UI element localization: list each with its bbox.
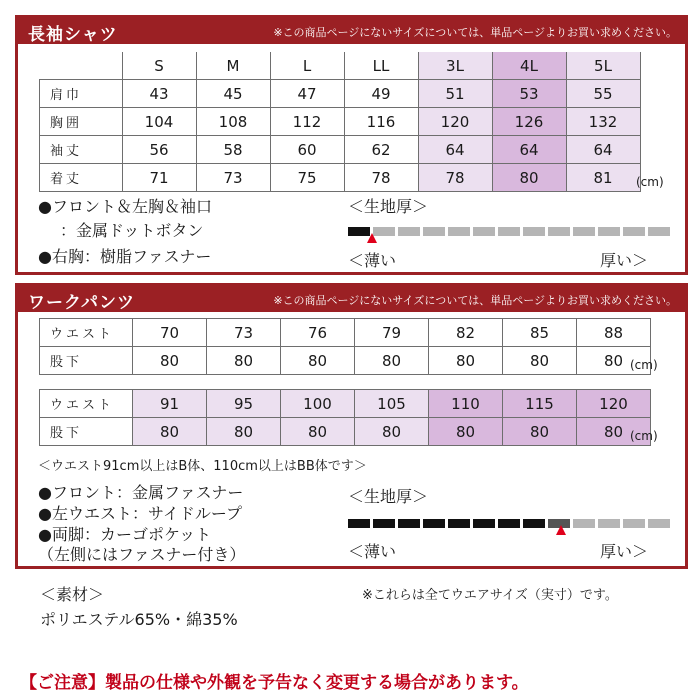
table-cell: 88 bbox=[577, 319, 651, 347]
table-cell: 79 bbox=[355, 319, 429, 347]
table-cell: 78 bbox=[418, 164, 492, 192]
table-cell: 91 bbox=[133, 390, 207, 418]
table-cell: 47 bbox=[270, 80, 344, 108]
table-cell: 64 bbox=[566, 136, 640, 164]
shirt-header-note: ※この商品ページにないサイズについては、単品ページよりお買い求めください。 bbox=[273, 26, 677, 39]
thickness-segment bbox=[548, 227, 570, 236]
pants-section bbox=[15, 283, 688, 569]
thickness-segment bbox=[623, 519, 645, 528]
table-row bbox=[40, 108, 641, 136]
size-header: S bbox=[122, 52, 196, 80]
pants-thick-label: 厚い＞ bbox=[600, 542, 649, 561]
shirt-feature-3: ●右胸：樹脂ファスナー bbox=[38, 247, 212, 266]
table-cell: 80 bbox=[133, 347, 207, 375]
pants-unit-1: (cm) bbox=[630, 358, 658, 372]
table-cell: 108 bbox=[196, 108, 270, 136]
thickness-segment bbox=[373, 519, 395, 528]
table-cell: 80 bbox=[503, 347, 577, 375]
shirt-feature-2: ：金属ドットボタン bbox=[60, 221, 204, 240]
row-label: ウエスト bbox=[40, 319, 133, 347]
pants-header bbox=[18, 286, 685, 312]
row-label: ウエスト bbox=[40, 390, 133, 418]
table-cell: 116 bbox=[344, 108, 418, 136]
table-row bbox=[40, 136, 641, 164]
size-header: 5L bbox=[566, 52, 640, 80]
pants-thickness-marker bbox=[556, 525, 566, 535]
table-cell: 80 bbox=[429, 347, 503, 375]
table-cell: 95 bbox=[207, 390, 281, 418]
row-label: 股下 bbox=[40, 347, 133, 375]
pants-header-note: ※この商品ページにないサイズについては、単品ページよりお買い求めください。 bbox=[273, 294, 677, 307]
thickness-segment bbox=[598, 227, 620, 236]
table-cell: 81 bbox=[566, 164, 640, 192]
table-cell: 120 bbox=[418, 108, 492, 136]
thickness-segment bbox=[473, 519, 495, 528]
table-cell: 80 bbox=[577, 418, 651, 446]
table-cell: 126 bbox=[492, 108, 566, 136]
table-cell: 60 bbox=[270, 136, 344, 164]
row-label: 袖丈 bbox=[40, 136, 123, 164]
table-cell: 70 bbox=[133, 319, 207, 347]
table-row bbox=[40, 80, 641, 108]
table-cell: 51 bbox=[418, 80, 492, 108]
shirt-section bbox=[15, 15, 688, 275]
thickness-segment bbox=[348, 519, 370, 528]
pants-thickness-label: ＜生地厚＞ bbox=[348, 487, 429, 506]
table-cell: 120 bbox=[577, 390, 651, 418]
table-cell: 82 bbox=[429, 319, 503, 347]
table-cell: 64 bbox=[492, 136, 566, 164]
thickness-segment bbox=[523, 227, 545, 236]
table-header-row bbox=[40, 52, 641, 80]
table-cell: 85 bbox=[503, 319, 577, 347]
thickness-segment bbox=[598, 519, 620, 528]
table-cell: 78 bbox=[344, 164, 418, 192]
shirt-unit: (cm) bbox=[636, 175, 664, 189]
thickness-segment bbox=[398, 519, 420, 528]
table-cell: 80 bbox=[492, 164, 566, 192]
table-cell: 64 bbox=[418, 136, 492, 164]
notice-text: 【ご注意】製品の仕様や外観を予告なく変更する場合があります。 bbox=[20, 673, 529, 693]
shirt-thickness-bar bbox=[348, 227, 670, 236]
table-cell: 80 bbox=[207, 418, 281, 446]
row-label: 着丈 bbox=[40, 164, 123, 192]
size-header: M bbox=[196, 52, 270, 80]
table-cell: 58 bbox=[196, 136, 270, 164]
thickness-segment bbox=[398, 227, 420, 236]
table-cell: 62 bbox=[344, 136, 418, 164]
table-cell: 49 bbox=[344, 80, 418, 108]
thickness-segment bbox=[573, 519, 595, 528]
table-cell: 73 bbox=[196, 164, 270, 192]
shirt-header bbox=[18, 18, 685, 44]
table-cell: 132 bbox=[566, 108, 640, 136]
table-cell: 80 bbox=[207, 347, 281, 375]
table-cell: 75 bbox=[270, 164, 344, 192]
size-header: L bbox=[270, 52, 344, 80]
table-cell: 43 bbox=[122, 80, 196, 108]
pants-size-table-2 bbox=[39, 389, 651, 446]
table-row bbox=[40, 418, 651, 446]
shirt-thick-label: 厚い＞ bbox=[600, 251, 649, 270]
table-cell: 112 bbox=[270, 108, 344, 136]
shirt-thickness-marker bbox=[367, 233, 377, 243]
thickness-segment bbox=[473, 227, 495, 236]
shirt-size-table bbox=[39, 52, 641, 192]
table-cell: 80 bbox=[281, 418, 355, 446]
pants-feature-2: ●左ウエスト：サイドループ bbox=[38, 504, 243, 523]
table-row bbox=[40, 319, 651, 347]
pants-feature-3: ●両脚：カーゴポケット bbox=[38, 525, 212, 544]
row-label: 肩巾 bbox=[40, 80, 123, 108]
pants-size-table-1 bbox=[39, 318, 651, 375]
thickness-segment bbox=[523, 519, 545, 528]
thickness-segment bbox=[423, 519, 445, 528]
table-cell: 110 bbox=[429, 390, 503, 418]
shirt-thickness-label: ＜生地厚＞ bbox=[348, 197, 429, 216]
table-cell: 80 bbox=[429, 418, 503, 446]
thickness-segment bbox=[498, 227, 520, 236]
thickness-segment bbox=[573, 227, 595, 236]
table-cell: 53 bbox=[492, 80, 566, 108]
table-cell: 55 bbox=[566, 80, 640, 108]
thickness-segment bbox=[648, 227, 670, 236]
thickness-segment bbox=[423, 227, 445, 236]
size-note: ※これらは全てウエアサイズ（実寸）です。 bbox=[362, 588, 618, 603]
pants-thin-label: ＜薄い bbox=[348, 542, 397, 561]
pants-body-note: ＜ウエスト91cm以上はB体、110cm以上はBB体です＞ bbox=[38, 459, 367, 474]
thickness-segment bbox=[648, 519, 670, 528]
table-row bbox=[40, 347, 651, 375]
row-label: 股下 bbox=[40, 418, 133, 446]
table-cell: 80 bbox=[281, 347, 355, 375]
thickness-segment bbox=[448, 227, 470, 236]
shirt-thin-label: ＜薄い bbox=[348, 251, 397, 270]
table-row bbox=[40, 164, 641, 192]
table-cell: 71 bbox=[122, 164, 196, 192]
table-cell: 80 bbox=[133, 418, 207, 446]
row-label: 胸囲 bbox=[40, 108, 123, 136]
table-cell: 80 bbox=[355, 347, 429, 375]
material-label: ＜素材＞ bbox=[40, 585, 105, 604]
table-cell: 105 bbox=[355, 390, 429, 418]
table-cell: 115 bbox=[503, 390, 577, 418]
table-cell: 56 bbox=[122, 136, 196, 164]
table-cell: 73 bbox=[207, 319, 281, 347]
size-header: 3L bbox=[418, 52, 492, 80]
table-cell: 45 bbox=[196, 80, 270, 108]
table-cell: 104 bbox=[122, 108, 196, 136]
material-value: ポリエステル65%・綿35% bbox=[40, 610, 238, 629]
size-header: 4L bbox=[492, 52, 566, 80]
pants-feature-1: ●フロント：金属ファスナー bbox=[38, 483, 244, 502]
size-header: LL bbox=[344, 52, 418, 80]
table-row bbox=[40, 390, 651, 418]
shirt-feature-1: ●フロント＆左胸＆袖口 bbox=[38, 197, 212, 216]
pants-feature-4: （左側にはファスナー付き） bbox=[38, 545, 246, 564]
thickness-segment bbox=[448, 519, 470, 528]
thickness-segment bbox=[623, 227, 645, 236]
table-cell: 80 bbox=[355, 418, 429, 446]
table-cell: 80 bbox=[503, 418, 577, 446]
shirt-title: 長袖シャツ bbox=[28, 25, 118, 45]
pants-thickness-bar bbox=[348, 519, 670, 528]
pants-title: ワークパンツ bbox=[28, 293, 135, 313]
table-cell: 76 bbox=[281, 319, 355, 347]
table-cell: 80 bbox=[577, 347, 651, 375]
pants-unit-2: (cm) bbox=[630, 429, 658, 443]
thickness-segment bbox=[498, 519, 520, 528]
table-cell: 100 bbox=[281, 390, 355, 418]
